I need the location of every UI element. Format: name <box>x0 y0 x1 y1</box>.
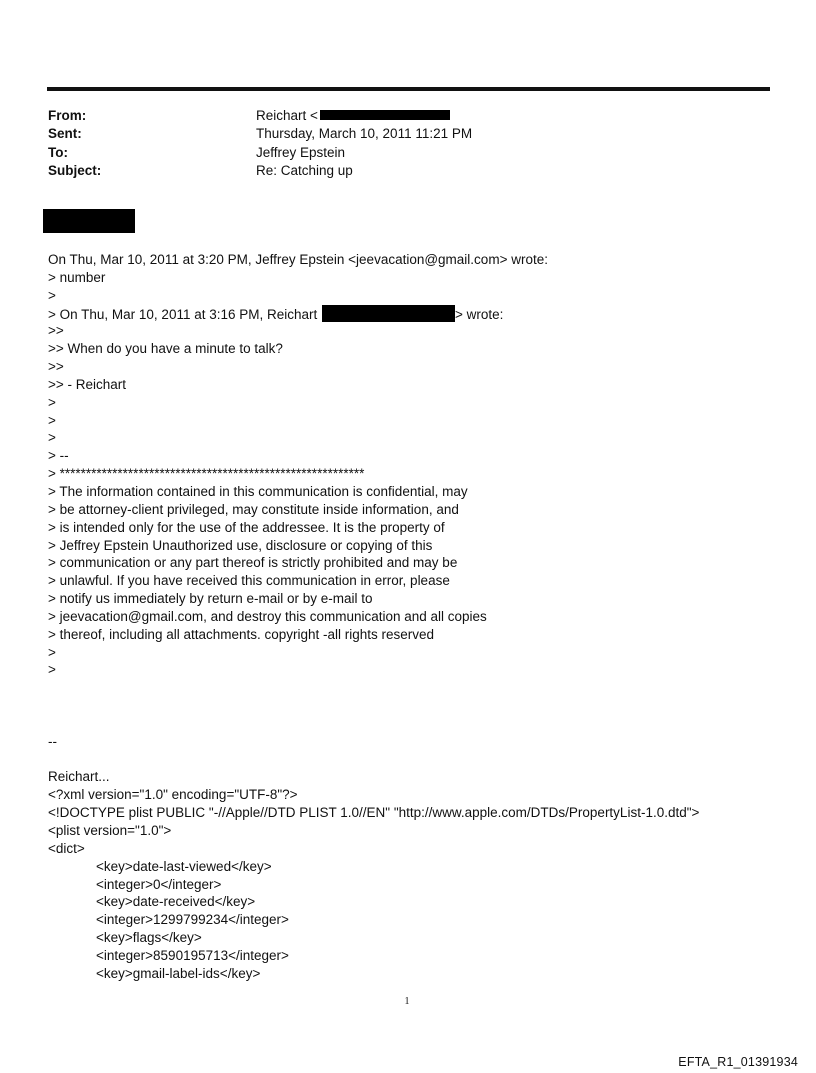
body-line: > jeevacation@gmail.com, and destroy this communication and all copies <box>48 608 487 624</box>
sent-value: Thursday, March 10, 2011 11:21 PM <box>256 126 473 142</box>
xml-line: <!DOCTYPE plist PUBLIC "-//Apple//DTD PLIST 1.0//EN" "http://www.apple.com/DTDs/PropertyList-1.0.dtd"> <box>48 805 700 821</box>
body-line: On Thu, Mar 10, 2011 at 3:20 PM, Jeffrey Epstein <jeevacation@gmail.com> wrote: <box>48 252 548 267</box>
body-line: > ********************************************************** <box>48 466 365 482</box>
xml-line: <plist version="1.0"> <box>48 823 172 838</box>
sent-label: Sent: <box>48 126 82 142</box>
subject-label: Subject: <box>48 162 102 178</box>
xml-line-indented <box>48 911 699 929</box>
quoted-attribution: > On Thu, Mar 10, 2011 at 3:16 PM, Reichart <box>48 306 322 322</box>
body-line-with-redaction <box>48 305 699 323</box>
document-id: EFTA_R1_01391934 <box>678 1055 798 1069</box>
body-line: > notify us immediately by return e-mail or by e-mail to <box>48 591 373 607</box>
body-line: > is intended only for the use of the addressee. It is the property of <box>48 519 445 535</box>
email-body <box>48 251 699 983</box>
to-label: To: <box>48 144 68 160</box>
body-line: >> <box>48 359 64 375</box>
xml-text: <key>date-last-viewed</key> <box>96 858 272 874</box>
redaction-block <box>43 209 135 233</box>
body-line: > thereof, including all attachments. copyright -all rights reserved <box>48 626 435 642</box>
xml-line: <dict> <box>48 840 85 856</box>
body-line: > be attorney-client privileged, may constitute inside information, and <box>48 501 459 517</box>
signature-separator: -- <box>48 733 57 749</box>
from-name: Reichart < <box>256 108 318 123</box>
xml-text: <integer>8590195713</integer> <box>96 947 289 963</box>
xml-text: <key>date-received</key> <box>96 894 256 910</box>
body-line: > number <box>48 269 106 285</box>
body-line: > <box>48 662 56 678</box>
subject-value: Re: Catching up <box>256 162 353 178</box>
xml-text: <key>gmail-label-ids</key> <box>96 965 261 981</box>
xml-text: <integer>1299799234</integer> <box>96 912 289 928</box>
body-line: > <box>48 644 56 660</box>
xml-text: <integer>0</integer> <box>96 876 222 892</box>
to-value: Jeffrey Epstein <box>256 144 346 160</box>
xml-line-indented <box>48 876 699 894</box>
body-line: > The information contained in this communication is confidential, may <box>48 483 468 499</box>
body-line: >> When do you have a minute to talk? <box>48 341 283 357</box>
xml-line-indented <box>48 947 699 965</box>
to-row <box>48 144 472 162</box>
redaction-bar <box>322 305 455 322</box>
spacer <box>48 679 699 697</box>
body-line: > -- <box>48 448 69 464</box>
xml-line-indented <box>48 929 699 947</box>
from-label: From: <box>48 108 87 123</box>
from-value <box>256 107 450 125</box>
sent-row <box>48 125 472 143</box>
xml-line-indented <box>48 893 699 911</box>
spacer <box>48 697 699 715</box>
xml-line-indented <box>48 858 699 876</box>
body-line: > <box>48 287 56 303</box>
from-row <box>48 107 472 125</box>
email-header <box>48 107 472 180</box>
body-line: > communication or any part thereof is strictly prohibited and may be <box>48 555 458 571</box>
xml-text: <key>flags</key> <box>96 930 202 946</box>
xml-line-indented <box>48 965 699 983</box>
body-line: >> - Reichart <box>48 376 127 392</box>
page-number: 1 <box>404 996 410 1007</box>
header-rule <box>47 87 770 91</box>
quoted-attribution-end: > wrote: <box>455 306 504 322</box>
body-line: > Jeffrey Epstein Unauthorized use, disclosure or copying of this <box>48 537 433 553</box>
body-line: > unlawful. If you have received this communication in error, please <box>48 573 450 589</box>
body-line: >> <box>48 323 64 339</box>
body-line: > <box>48 394 56 410</box>
redaction-bar <box>320 110 450 120</box>
body-line: > <box>48 430 56 446</box>
spacer <box>48 751 699 769</box>
signature-name: Reichart... <box>48 769 110 785</box>
xml-line: <?xml version="1.0" encoding="UTF-8"?> <box>48 787 298 803</box>
subject-row <box>48 162 472 180</box>
spacer <box>48 715 699 733</box>
body-line: > <box>48 412 56 428</box>
